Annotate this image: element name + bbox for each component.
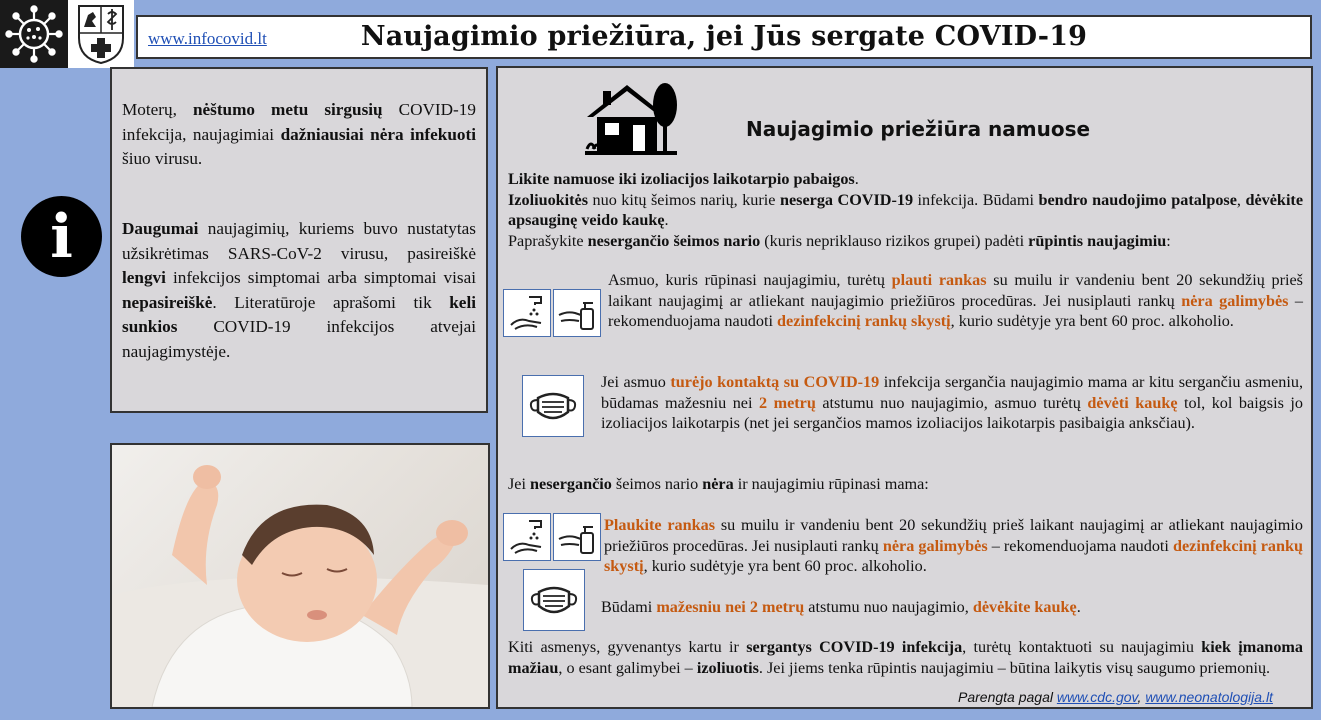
highlight-text: Plaukite rankas: [604, 516, 716, 534]
page-title: Naujagimio priežiūra, jei Jūs sergate COVID-19: [360, 21, 1088, 52]
mother-handwash-instruction: [604, 515, 1303, 577]
bold-text: dėvėkite apsauginę veido kaukę: [508, 190, 1304, 230]
handwash-instruction: [608, 270, 1303, 332]
text-run: nuo kitų šeimos narių, kurie: [588, 190, 780, 209]
text-run: . Literatūroje aprašomi tik: [212, 292, 450, 312]
info-glyph: i: [50, 201, 73, 272]
mask-icon-box-2: [523, 569, 585, 631]
bold-text: kiek įmanoma mažiau: [508, 638, 1303, 677]
text-run: infekcija sergančia naujagimio mama ar kitu sergančiu asmeniu, būdamas mažesniu nei: [601, 373, 1303, 412]
bold-text: Izoliuokitės: [508, 190, 589, 209]
highlight-text: nėra galimybės: [882, 536, 988, 555]
text-run: šiuo virusu.: [122, 149, 203, 168]
text-run: su muilu ir vandeniu bent 20 sekundžių prieš laikant naujagimį ar atliekant naujagimio priežiūros procedūras. Jei nusiplauti rankų: [604, 516, 1303, 555]
coronavirus-logo: [0, 0, 68, 68]
cdc-link[interactable]: www.cdc.gov: [1056, 689, 1138, 705]
infocovid-link[interactable]: www.infocovid.lt: [148, 29, 267, 48]
section-title: Naujagimio priežiūra namuose: [746, 117, 1091, 141]
bold-text: nėra: [702, 475, 734, 493]
mother-care-intro: [508, 474, 1303, 495]
bold-text: bendro naudojimo patalpose: [1038, 190, 1237, 209]
text-run: infekcijos simptomai arba simptomai visai: [165, 268, 476, 287]
text-run: , kurio sudėtyje yra bent 60 proc. alkoholio.: [643, 557, 927, 576]
sanitizer-icon: [557, 293, 597, 333]
sleeping-newborn-photo: [110, 443, 490, 709]
bold-text: rūpintis naujagimiu: [1028, 231, 1167, 250]
bold-text: sergantys COVID-19 infekcija: [746, 638, 963, 656]
newborn-illustration: [112, 445, 488, 707]
home-care-panel: [496, 66, 1313, 709]
source-prefix: Parengta pagal: [958, 689, 1057, 705]
text-run: Būdami: [601, 598, 657, 616]
handwash-icon-box: [503, 289, 551, 337]
bold-text: dažniausiai nėra infekuoti: [280, 124, 476, 144]
virus-icon: [4, 4, 64, 64]
left-info-panel: [110, 67, 488, 413]
handwash-icon: [507, 517, 547, 557]
text-run: su muilu ir vandeniu bent 20 sekundžių prieš laikant naujagimį ar atliekant naujagimio priežiūros procedūras. Jei nusiplauti rankų: [608, 271, 1303, 310]
source-separator: ,: [1137, 689, 1146, 705]
neonatologija-link[interactable]: www.neonatologija.lt: [1145, 689, 1273, 705]
text-run: naujagimių, kuriems buvo nustatytas užsikrėtimas SARS-CoV-2 virusu, pasireiškė: [122, 219, 476, 263]
text-run: šeimos nario: [611, 475, 703, 493]
bold-text: Daugumai: [122, 219, 199, 238]
text-run: Jei asmuo: [601, 373, 671, 391]
bold-text: keli sunkios: [122, 292, 476, 336]
highlight-text: dezinfekcinį rankų skystį: [604, 536, 1303, 576]
bold-text: nėštumo metu sirgusių: [192, 100, 383, 119]
left-paragraph-2: [122, 217, 476, 364]
handwash-icon-box-2: [503, 513, 551, 561]
text-run: , turėtų kontaktuoti su naujagimiu: [962, 638, 1202, 656]
bold-text: neserga COVID-19: [779, 190, 914, 209]
text-run: ir naujagimiu rūpinasi mama:: [733, 475, 929, 493]
highlight-text: plauti rankas: [891, 271, 987, 289]
sanitizer-icon: [557, 517, 597, 557]
text-run: – rekomenduojama naudoti: [608, 291, 1304, 331]
mother-mask-instruction: [601, 597, 1303, 618]
bold-text: lengvi: [122, 268, 166, 287]
intro-text: [508, 169, 1303, 251]
bold-text: Likite namuose iki izoliacijos laikotarpio pabaigos: [508, 170, 855, 188]
text-run: Kiti asmenys, gyvenantys kartu ir: [508, 638, 747, 656]
text-run: tol, kol baigsis jo izoliacijos laikotarpis (net jei sergančios mamos izoliacijos laikotarpis pasibaigia anksčiau).: [601, 393, 1303, 433]
mask-icon-box: [522, 375, 584, 437]
highlight-text: mažesniu nei 2 metrų: [656, 598, 805, 616]
text-run: , o esant galimybei –: [558, 658, 697, 677]
text-run: Moterų,: [122, 100, 193, 119]
handwash-icon: [507, 293, 547, 333]
text-run: .: [854, 170, 859, 188]
mask-contact-instruction: [601, 372, 1303, 434]
text-run: (kuris nepriklauso rizikos grupei) padėti: [760, 231, 1029, 250]
sanitizer-icon-box: [553, 289, 601, 337]
mask-icon: [529, 580, 579, 620]
text-run: .: [1076, 598, 1081, 616]
text-run: COVID-19 infekcija, naujagimiai: [122, 100, 476, 144]
house-icon: [583, 79, 681, 157]
highlight-text: turėjo kontaktą su COVID-19: [670, 373, 880, 391]
text-run: – rekomenduojama naudoti: [987, 536, 1173, 555]
highlight-text: 2 metrų: [759, 393, 816, 412]
text-run: infekcija. Būdami: [913, 190, 1039, 209]
bold-text: izoliuotis: [696, 658, 759, 677]
text-run: Asmuo, kuris rūpinasi naujagimiu, turėtų: [608, 271, 892, 289]
highlight-text: dėvėkite kaukę: [972, 598, 1077, 616]
text-run: , kurio sudėtyje yra bent 60 proc. alkoholio.: [950, 312, 1234, 331]
mask-icon: [528, 386, 578, 426]
bold-text: nesergančio: [530, 475, 612, 493]
household-members-text: [508, 637, 1303, 678]
text-run: :: [1166, 231, 1171, 250]
header-bar: [136, 15, 1312, 59]
bold-text: nesergančio šeimos nario: [587, 231, 761, 250]
source-note: [958, 689, 1273, 705]
highlight-text: dezinfekcinį rankų skystį: [777, 312, 951, 331]
text-run: ,: [1236, 190, 1246, 209]
highlight-text: dėvėti kaukę: [1087, 393, 1178, 412]
left-paragraph-1: [122, 98, 476, 172]
text-run: COVID-19 infekcijos atvejai naujagimystėje.: [122, 317, 476, 361]
bold-text: nepasireiškė: [122, 292, 213, 312]
highlight-text: nėra galimybės: [1181, 291, 1289, 310]
text-run: . Paprašykite: [508, 211, 669, 250]
text-run: . Jei jiems tenka rūpintis naujagimiu – būtina laikytis visų saugumo priemonių.: [758, 658, 1271, 677]
text-run: atstumu nuo naujagimio,: [804, 598, 973, 616]
ministry-logo: [68, 0, 134, 68]
text-run: Jei: [508, 475, 531, 493]
info-icon: [21, 196, 102, 277]
coat-of-arms-icon: [76, 3, 126, 65]
sanitizer-icon-box-2: [553, 513, 601, 561]
text-run: atstumu nuo naujagimio, asmuo turėtų: [815, 393, 1088, 412]
